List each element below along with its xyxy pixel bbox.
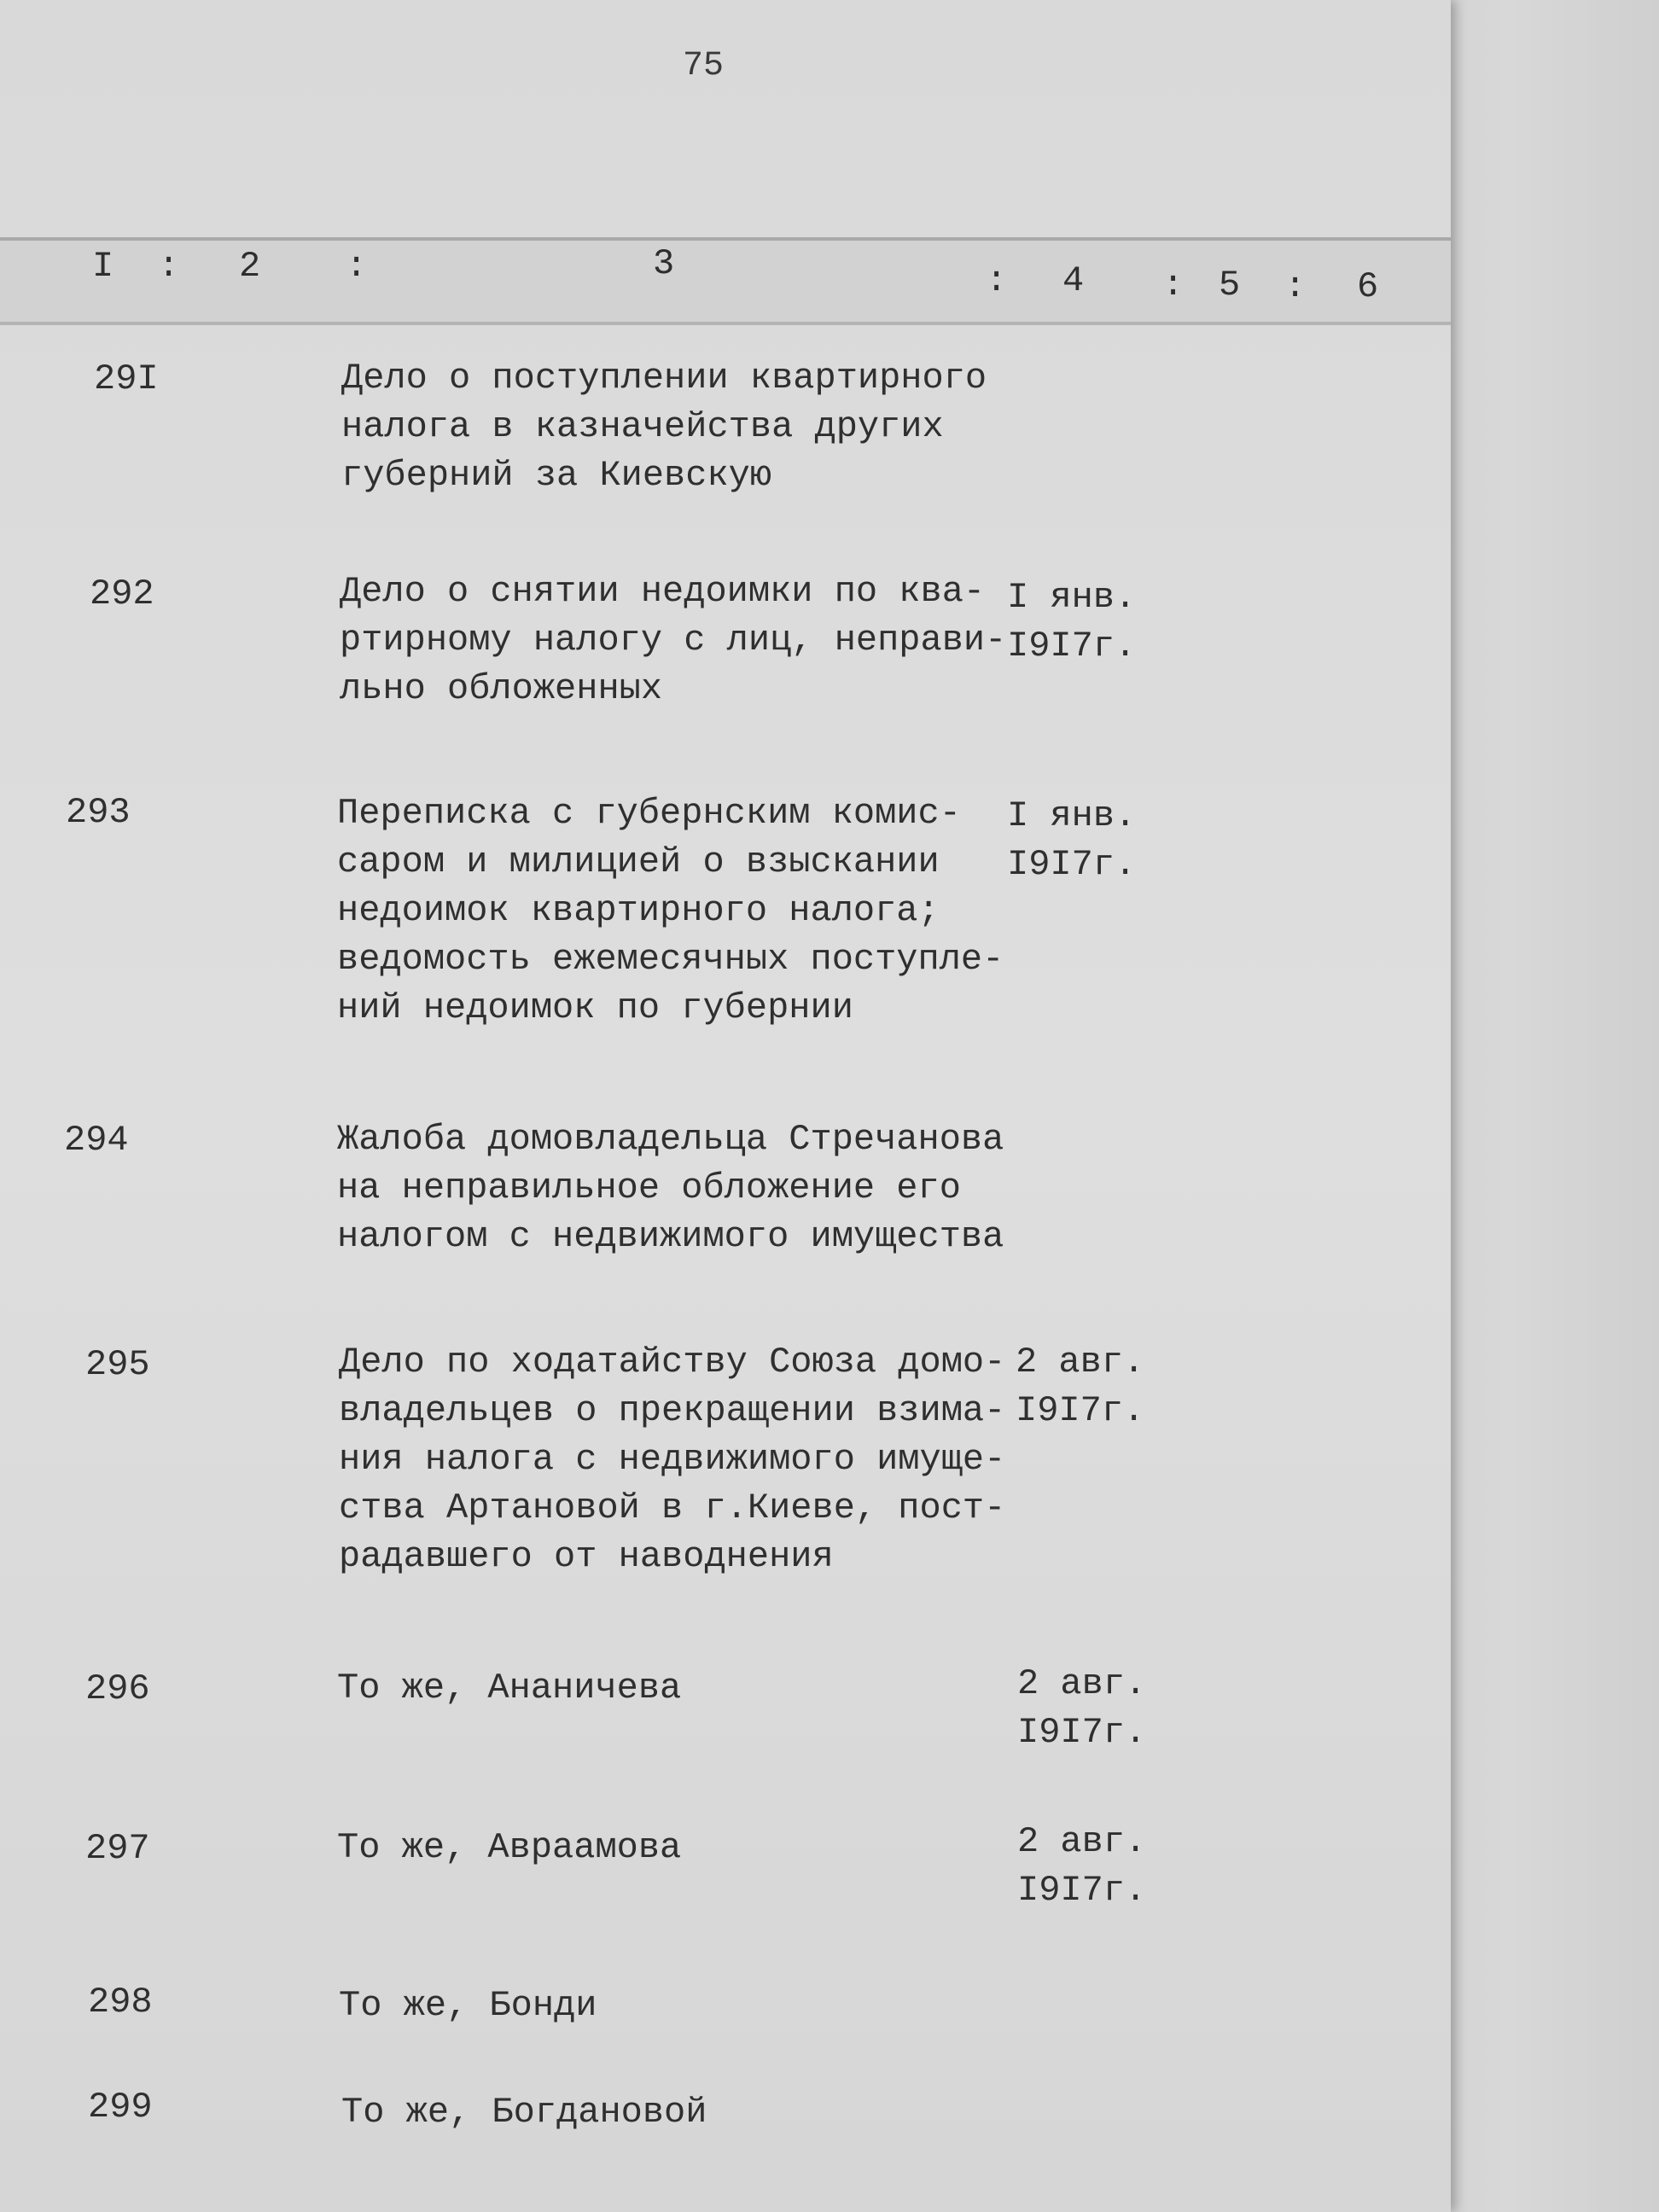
- entry-date: 2 авг. I9I7г.: [1016, 1342, 1145, 1431]
- entry-number: 299: [88, 2087, 153, 2128]
- entry-date: 2 авг. I9I7г.: [1017, 1663, 1147, 1753]
- column-header-4: 4: [1062, 260, 1085, 301]
- column-separator: :: [986, 260, 1008, 301]
- entry-date: 2 авг. I9I7г.: [1017, 1821, 1147, 1911]
- entry-number: 295: [85, 1344, 150, 1385]
- entry-title: То же, Авраамова: [337, 1827, 682, 1868]
- entry-title: Жалоба домовладельца Стречанова на неправильное обложение его налогом с недвижимого имущества: [337, 1119, 1004, 1257]
- entry-title: Дело о поступлении квартирного налога в казначейства других губерний за Киевскую: [341, 358, 987, 496]
- column-separator: :: [1162, 265, 1185, 306]
- column-header-2: 2: [239, 246, 261, 287]
- column-separator: :: [346, 246, 368, 287]
- entry-title: Дело о снятии недоимки по ква- ртирному налогу с лиц, неправи- льно обложенных: [340, 571, 1007, 709]
- entry-title: Дело по ходатайству Союза домо- владельцев о прекращении взима- ния налога с недвижимого имуще- ства Артановой в г.Киеве, пост- радавшего от наводнения: [339, 1342, 1006, 1577]
- column-separator: :: [1284, 266, 1307, 307]
- entry-title: То же, Богдановой: [341, 2092, 707, 2133]
- column-header-6: 6: [1357, 266, 1379, 307]
- page-number: 75: [683, 47, 725, 85]
- entry-title: То же, Ананичева: [337, 1668, 682, 1708]
- column-header-3: 3: [653, 243, 675, 284]
- entry-title: То же, Бонди: [339, 1985, 597, 2026]
- entry-number: 292: [90, 573, 154, 614]
- entry-date: I янв. I9I7г.: [1007, 795, 1137, 885]
- entry-number: 29I: [94, 358, 159, 399]
- entry-date: I янв. I9I7г.: [1007, 577, 1137, 667]
- column-header-5: 5: [1219, 265, 1241, 306]
- entry-number: 298: [88, 1982, 153, 2023]
- entry-number: 296: [85, 1668, 150, 1709]
- entry-title: Переписка с губернским комис- саром и милицией о взыскании недоимок квартирного налога; ведомость ежемесячных поступле- ний недоимок по губернии: [337, 793, 1004, 1028]
- entry-number: 297: [85, 1828, 150, 1869]
- entry-number: 293: [66, 792, 131, 833]
- column-header-1: I: [92, 246, 114, 287]
- column-separator: :: [158, 246, 180, 287]
- entry-number: 294: [64, 1120, 129, 1161]
